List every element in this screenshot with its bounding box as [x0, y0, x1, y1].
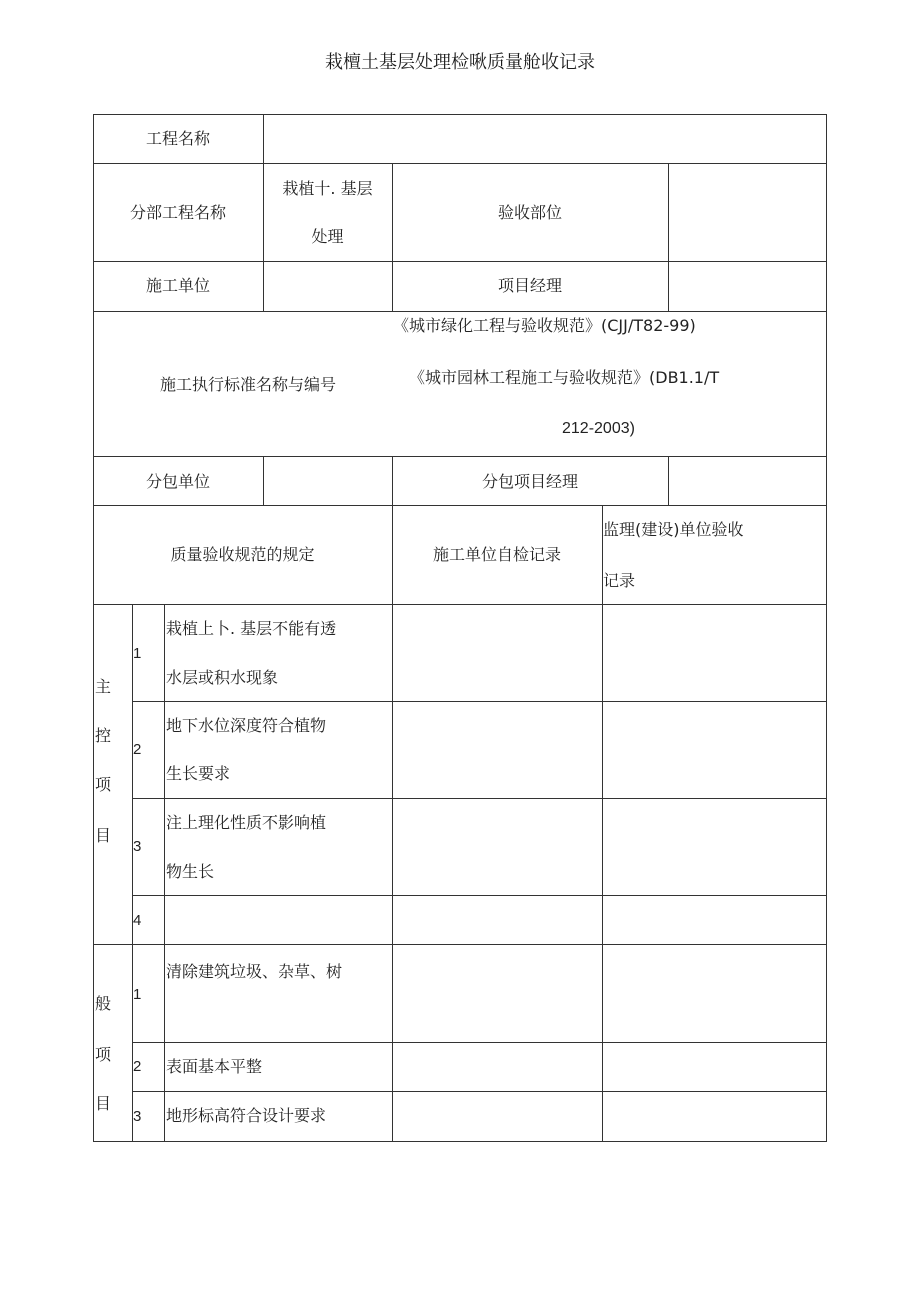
standard-line1: 《城市绿化工程与验收规范》(CJJ/T82-99) [393, 316, 696, 335]
acceptance-record-table [93, 114, 827, 1142]
main-item-text-line1: 栽植上卜. 基层不能有透 [166, 619, 337, 638]
general-item-number: 2 [133, 1058, 142, 1075]
main-item-number: 1 [133, 645, 142, 662]
general-items-group-char: 目 [95, 1094, 112, 1113]
project-manager-label: 项目经理 [497, 276, 562, 295]
general-items-group-char: 般 [95, 994, 112, 1013]
general-items-group-char: 项 [95, 1045, 112, 1064]
main-item-text-line2: 物生长 [166, 862, 215, 881]
main-items-group-char: 控 [95, 726, 112, 745]
spec-column-header: 质量验收规范的规定 [170, 545, 315, 564]
main-items-group-char: 主 [95, 677, 112, 696]
main-item-text-line2: 生长要求 [166, 764, 231, 783]
subproject-value-line2: 处理 [311, 227, 344, 246]
acceptance-part-label: 验收部位 [497, 203, 562, 222]
standard-line2: 《城市园林工程施工与验收规范》(DB1.1/T [409, 368, 720, 387]
general-item-text: 地形标高符合设计要求 [166, 1106, 327, 1125]
page-title: 栽檀土基层处理检啾质量舱收记录 [325, 52, 595, 73]
main-item-number: 2 [133, 741, 142, 758]
supervision-column-header-line2: 记录 [603, 571, 636, 590]
main-item-number: 3 [133, 838, 142, 855]
main-item-text-line2: 水层或积水现象 [166, 668, 279, 687]
self-check-column-header: 施工单位自检记录 [432, 545, 561, 564]
contractor-label: 施工单位 [145, 276, 210, 295]
sub-manager-label: 分包项目经理 [481, 472, 578, 491]
subproject-label: 分部工程名称 [129, 203, 226, 222]
main-item-number: 4 [133, 912, 142, 929]
general-item-number: 1 [133, 986, 142, 1003]
project-name-label: 工程名称 [145, 129, 210, 148]
main-items-group-char: 项 [95, 775, 112, 794]
general-item-text: 表面基本平整 [166, 1057, 263, 1076]
general-item-number: 3 [133, 1108, 142, 1125]
subproject-value-line1: 栽植十. 基层 [282, 179, 373, 198]
general-item-text: 清除建筑垃圾、杂草、树 [166, 962, 343, 981]
standard-line3: 212-2003) [562, 420, 635, 437]
main-items-group-char: 目 [95, 826, 112, 845]
standard-label: 施工执行标准名称与编号 [159, 375, 336, 394]
subcontractor-label: 分包单位 [145, 472, 210, 491]
main-item-text-line1: 注上理化性质不影响植 [166, 813, 327, 832]
main-item-text-line1: 地下水位深度符合植物 [166, 716, 327, 735]
supervision-column-header-line1: 监理(建设)单位验收 [603, 520, 744, 539]
